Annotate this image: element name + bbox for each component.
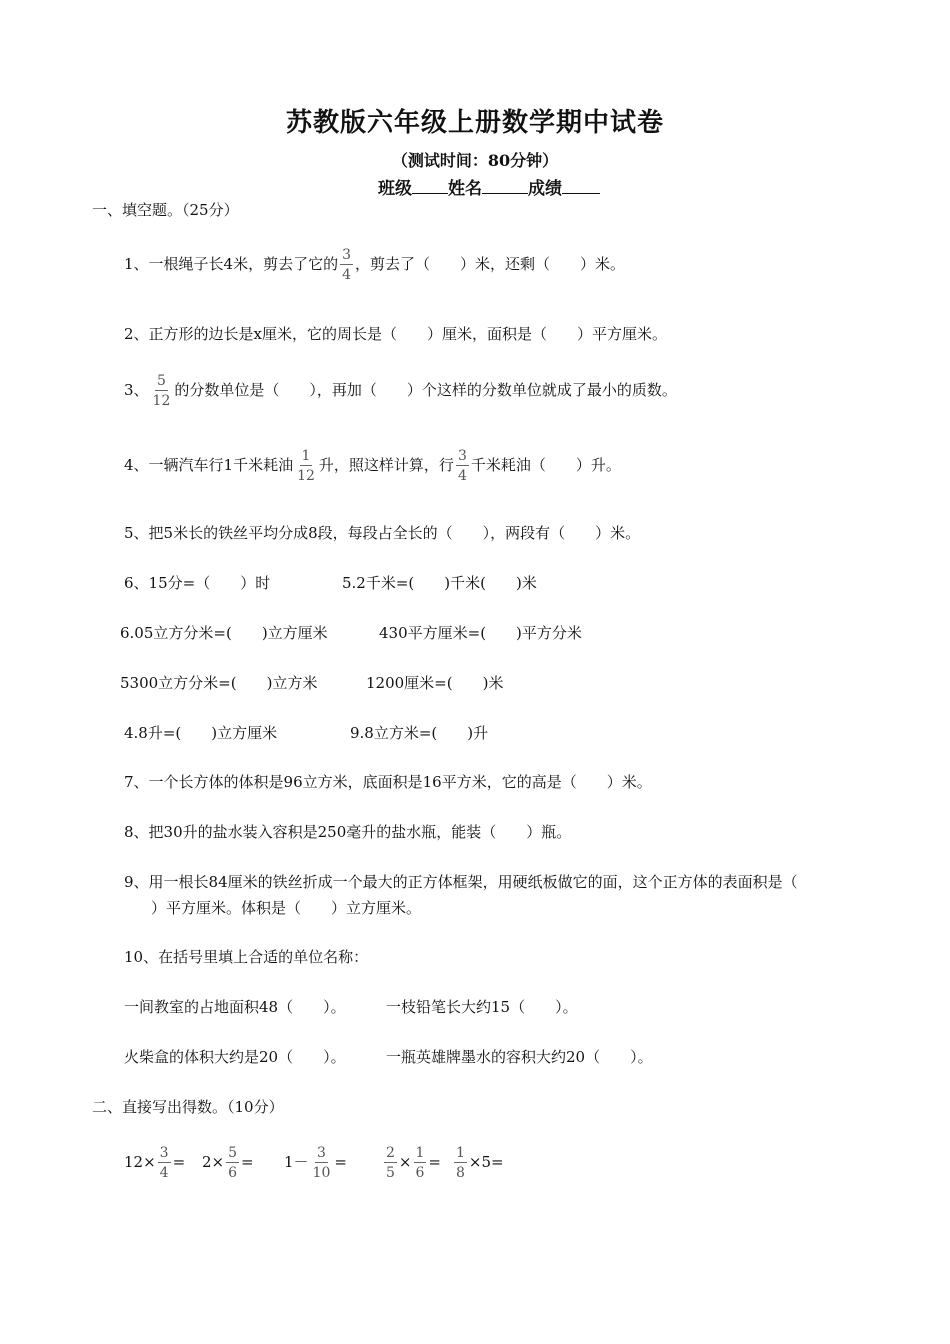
fraction	[311, 1146, 333, 1180]
score-label: 成绩	[528, 179, 562, 199]
q4-text-b: 升，照这样计算，行	[318, 456, 454, 474]
question-7: 7、一个长方体的体积是96立方米，底面积是16平方米，它的高是（ ）米。	[124, 773, 652, 791]
expr-text: 12×	[124, 1153, 156, 1171]
denominator: 6	[228, 1165, 238, 1181]
fraction	[384, 1146, 397, 1180]
question-10c: 火柴盒的体积大约是20（ ）。	[124, 1048, 346, 1066]
calc-expr-5	[452, 1146, 504, 1180]
expr-text: 2×	[202, 1153, 225, 1171]
calc-expr-1	[124, 1146, 185, 1180]
fraction	[414, 1146, 427, 1180]
name-label: 姓名	[448, 179, 482, 199]
denominator: 12	[297, 468, 315, 484]
question-6e: 5300立方分米=( )立方米	[120, 674, 318, 692]
fraction	[454, 1146, 467, 1180]
page-title: 苏教版六年级上册数学期中试卷	[285, 108, 664, 138]
numerator: 3	[342, 247, 352, 263]
question-6g: 4.8升=( )立方厘米	[124, 724, 278, 742]
expr-text: 1－	[284, 1153, 309, 1171]
question-6h: 9.8立方米=( )升	[350, 724, 489, 742]
calc-expr-3	[284, 1146, 347, 1180]
numerator: 1	[415, 1145, 425, 1161]
q4-text-c: 千米耗油（ ）升。	[470, 456, 621, 474]
q3-text-a: 3、	[124, 381, 149, 399]
fraction	[340, 248, 353, 282]
fraction	[151, 374, 173, 408]
question-10: 10、在括号里填上合适的单位名称：	[124, 948, 369, 966]
question-8: 8、把30升的盐水装入容积是250毫升的盐水瓶，能装（ ）瓶。	[124, 823, 572, 841]
denominator: 10	[312, 1165, 331, 1181]
denominator: 4	[159, 1165, 169, 1181]
question-1	[124, 248, 625, 282]
question-9-line2: ）平方厘米。体积是（ ）立方厘米。	[136, 899, 422, 917]
numerator: 3	[317, 1145, 326, 1161]
expr-equals: =	[334, 1153, 347, 1171]
expr-equals: =	[172, 1153, 186, 1171]
question-10d: 一瓶英雄牌墨水的容积大约20（ ）。	[386, 1048, 653, 1066]
section2-heading: 二、直接写出得数。（10分）	[92, 1098, 284, 1116]
question-6b: 5.2千米=( )千米( )米	[342, 574, 537, 592]
expr-operator: ×	[398, 1153, 412, 1171]
class-blank[interactable]	[412, 177, 448, 194]
fraction	[456, 449, 469, 483]
fraction	[158, 1146, 171, 1180]
calc-expr-4	[382, 1146, 441, 1180]
exam-duration: （测试时间：80分钟）	[391, 151, 559, 170]
question-9-line1: 9、用一根长84厘米的铁丝折成一个最大的正方体框架，用硬纸板做它的面，这个正方体的表面积是（	[124, 873, 798, 891]
q1-text-a: 1、一根绳子长4米，剪去了它的	[124, 255, 339, 273]
denominator: 5	[386, 1165, 395, 1181]
question-6f: 1200厘米=( )米	[366, 674, 504, 692]
expr-equals: =	[241, 1153, 254, 1171]
question-2: 2、正方形的边长是x厘米，它的周长是（ ）厘米，面积是（ ）平方厘米。	[124, 325, 668, 343]
denominator: 6	[415, 1165, 425, 1181]
question-10a: 一间教室的占地面积48（ ）。	[124, 998, 346, 1016]
denominator: 12	[152, 393, 171, 409]
score-blank[interactable]	[562, 177, 600, 194]
numerator: 2	[386, 1145, 395, 1161]
numerator: 5	[157, 373, 166, 389]
expr-equals: =	[428, 1153, 441, 1171]
name-blank[interactable]	[482, 177, 528, 194]
expr-equals: ×5=	[468, 1153, 504, 1171]
numerator: 3	[159, 1145, 169, 1161]
denominator: 4	[457, 468, 467, 484]
numerator: 3	[457, 448, 467, 464]
calc-expr-2	[202, 1146, 254, 1180]
question-6d: 430平方厘米=( )平方分米	[379, 624, 582, 642]
question-6c: 6.05立方分米=( )立方厘米	[120, 624, 328, 642]
question-6a: 6、15分=（ ）时	[124, 574, 271, 592]
q1-text-b: ，剪去了（ ）米，还剩（ ）米。	[355, 255, 626, 273]
fraction	[226, 1146, 239, 1180]
question-4	[124, 449, 621, 483]
numerator: 1	[456, 1145, 465, 1161]
question-10b: 一枝铅笔长大约15（ ）。	[386, 998, 578, 1016]
numerator: 5	[228, 1145, 238, 1161]
numerator: 1	[301, 448, 311, 464]
student-info-line	[378, 174, 600, 199]
question-3	[124, 374, 677, 408]
q3-text-b: 的分数单位是（ ），再加（ ）个这样的分数单位就成了最小的质数。	[174, 381, 677, 399]
class-label: 班级	[378, 179, 412, 199]
denominator: 8	[456, 1165, 465, 1181]
denominator: 4	[342, 267, 352, 283]
q4-text-a: 4、一辆汽车行1千米耗油	[124, 456, 294, 474]
question-5: 5、把5米长的铁丝平均分成8段，每段占全长的（ ），两段有（ ）米。	[124, 524, 641, 542]
fraction	[295, 449, 317, 483]
section1-heading: 一、填空题。（25分）	[92, 201, 239, 219]
